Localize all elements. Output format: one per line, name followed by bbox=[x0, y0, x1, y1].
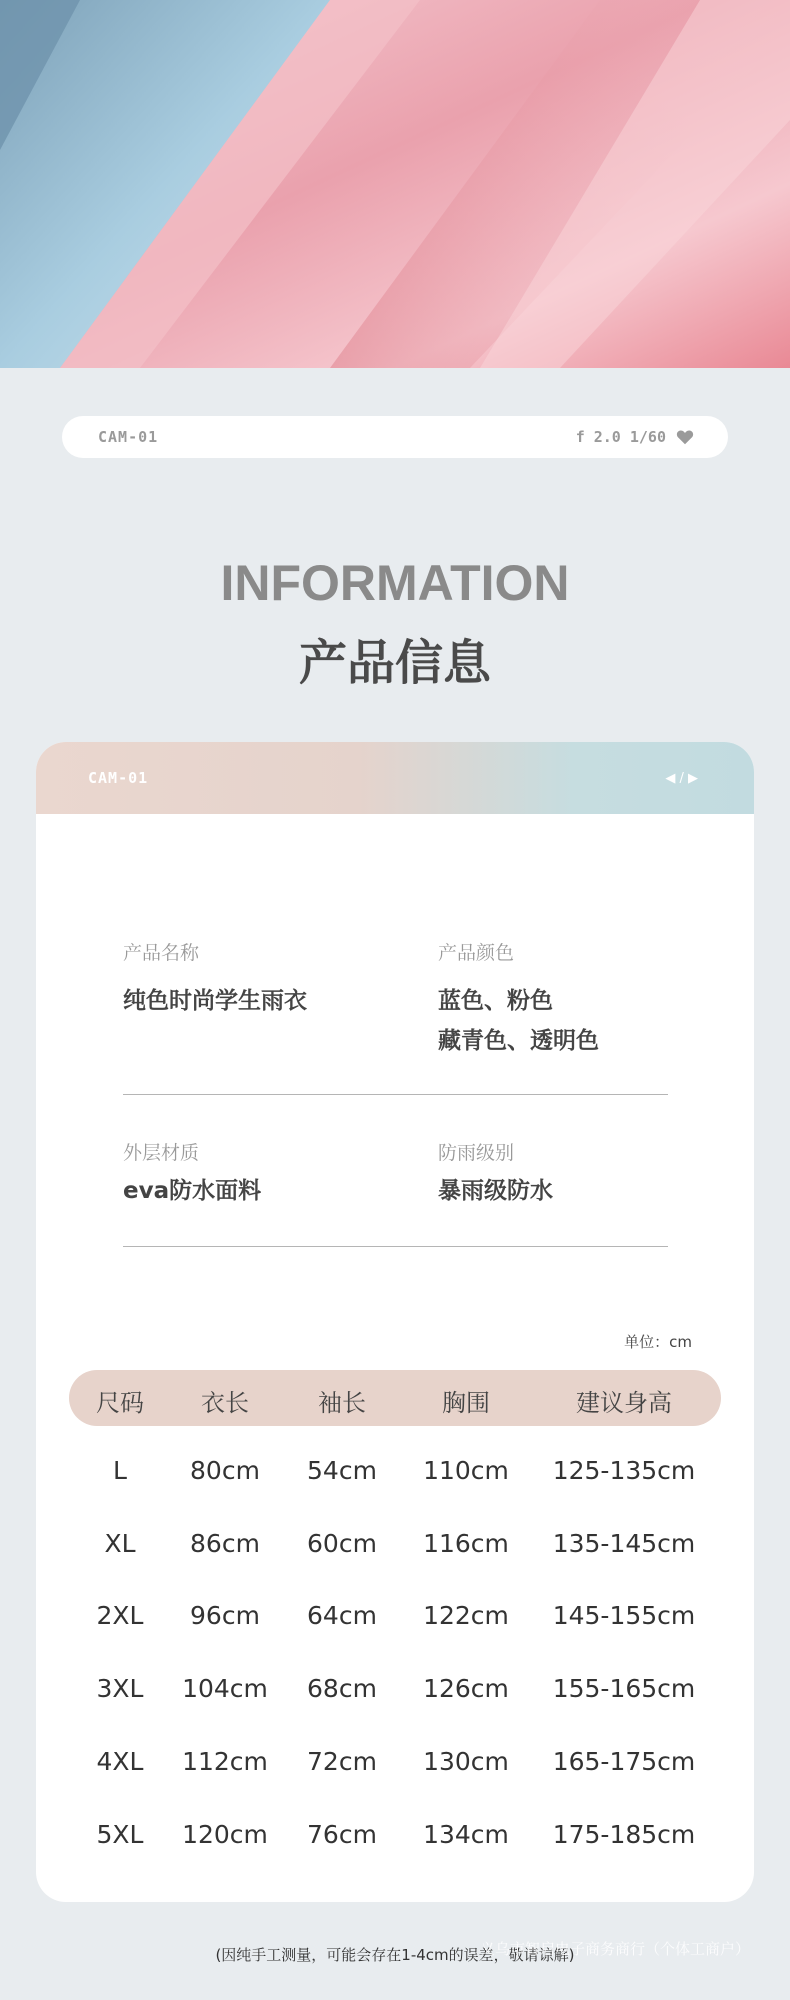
camera-exposure-group bbox=[576, 428, 694, 446]
measurement-footnote: (因纯手工测量，可能会存在1-4cm的误差，敬请谅解) bbox=[215, 1946, 575, 1964]
camera-info-bar bbox=[62, 416, 728, 458]
table-row bbox=[69, 1601, 721, 1641]
info-rain-level bbox=[438, 1138, 553, 1211]
fabric-illustration bbox=[0, 0, 790, 368]
unit-label: 单位：cm bbox=[624, 1333, 692, 1351]
header-chest: 胸围 bbox=[442, 1389, 490, 1417]
table-cell: 112cm bbox=[182, 1747, 268, 1776]
camera-code: CAM-01 bbox=[98, 428, 159, 446]
table-cell: 122cm bbox=[423, 1601, 509, 1630]
table-cell: 145-155cm bbox=[552, 1601, 696, 1630]
shop-watermark: 义乌市智启电子商务商行（个体工商户） bbox=[479, 1940, 750, 1958]
exposure-text: f 2.0 1/60 bbox=[575, 428, 666, 446]
table-cell: 72cm bbox=[307, 1747, 377, 1776]
info-value-line: 藏青色、透明色 bbox=[438, 1028, 599, 1054]
table-cell: 5XL bbox=[96, 1820, 144, 1849]
table-cell: 80cm bbox=[190, 1456, 260, 1485]
card-nav-arrows[interactable]: ◀ / ▶ bbox=[665, 770, 698, 786]
table-cell: 134cm bbox=[423, 1820, 509, 1849]
table-cell: 125-135cm bbox=[552, 1456, 696, 1485]
info-label: 外层材质 bbox=[123, 1142, 200, 1164]
card-header-code: CAM-01 bbox=[88, 769, 149, 787]
card-header bbox=[36, 742, 754, 814]
table-cell: 110cm bbox=[423, 1456, 509, 1485]
table-row bbox=[69, 1820, 721, 1860]
table-cell: 54cm bbox=[307, 1456, 377, 1485]
table-cell: 68cm bbox=[307, 1674, 377, 1703]
table-cell: 3XL bbox=[96, 1674, 144, 1703]
header-size: 尺码 bbox=[96, 1389, 144, 1417]
table-cell: 155-165cm bbox=[552, 1674, 696, 1703]
divider bbox=[123, 1094, 668, 1095]
table-row bbox=[69, 1674, 721, 1714]
header-height: 建议身高 bbox=[576, 1389, 672, 1417]
table-cell: 126cm bbox=[423, 1674, 509, 1703]
table-cell: 64cm bbox=[307, 1601, 377, 1630]
header-sleeve: 袖长 bbox=[318, 1389, 366, 1417]
table-cell: 4XL bbox=[96, 1747, 144, 1776]
info-product-color bbox=[438, 938, 599, 1061]
info-material bbox=[123, 1138, 261, 1211]
info-product-name bbox=[123, 938, 307, 1021]
table-cell: 116cm bbox=[423, 1529, 509, 1558]
info-value: 纯色时尚学生雨衣 bbox=[123, 988, 307, 1014]
table-row bbox=[69, 1747, 721, 1787]
table-cell: 165-175cm bbox=[552, 1747, 696, 1776]
table-cell: 96cm bbox=[190, 1601, 260, 1630]
table-cell: 135-145cm bbox=[552, 1529, 696, 1558]
info-value: 暴雨级防水 bbox=[438, 1178, 553, 1204]
info-value bbox=[438, 981, 599, 1061]
title-english: INFORMATION bbox=[220, 555, 570, 611]
table-cell: 104cm bbox=[182, 1674, 268, 1703]
table-row bbox=[69, 1529, 721, 1569]
header-length: 衣长 bbox=[201, 1389, 249, 1417]
info-label: 产品名称 bbox=[123, 942, 200, 964]
size-table-header bbox=[69, 1370, 721, 1426]
product-info-card bbox=[36, 742, 754, 1902]
table-cell: L bbox=[113, 1456, 127, 1485]
table-cell: 86cm bbox=[190, 1529, 260, 1558]
table-cell: 175-185cm bbox=[552, 1820, 696, 1849]
info-label: 产品颜色 bbox=[438, 942, 515, 964]
table-cell: 120cm bbox=[182, 1820, 268, 1849]
title-chinese: 产品信息 bbox=[298, 635, 491, 691]
table-cell: XL bbox=[104, 1529, 136, 1558]
table-row bbox=[69, 1456, 721, 1496]
divider bbox=[123, 1246, 668, 1247]
table-cell: 60cm bbox=[307, 1529, 377, 1558]
heart-icon[interactable] bbox=[676, 429, 694, 445]
hero-fabric-image bbox=[0, 0, 790, 368]
info-value-line: 蓝色、粉色 bbox=[438, 988, 553, 1014]
info-label: 防雨级别 bbox=[438, 1142, 515, 1164]
table-cell: 2XL bbox=[96, 1601, 144, 1630]
table-cell: 130cm bbox=[423, 1747, 509, 1776]
info-value: eva防水面料 bbox=[123, 1178, 262, 1204]
table-cell: 76cm bbox=[307, 1820, 377, 1849]
